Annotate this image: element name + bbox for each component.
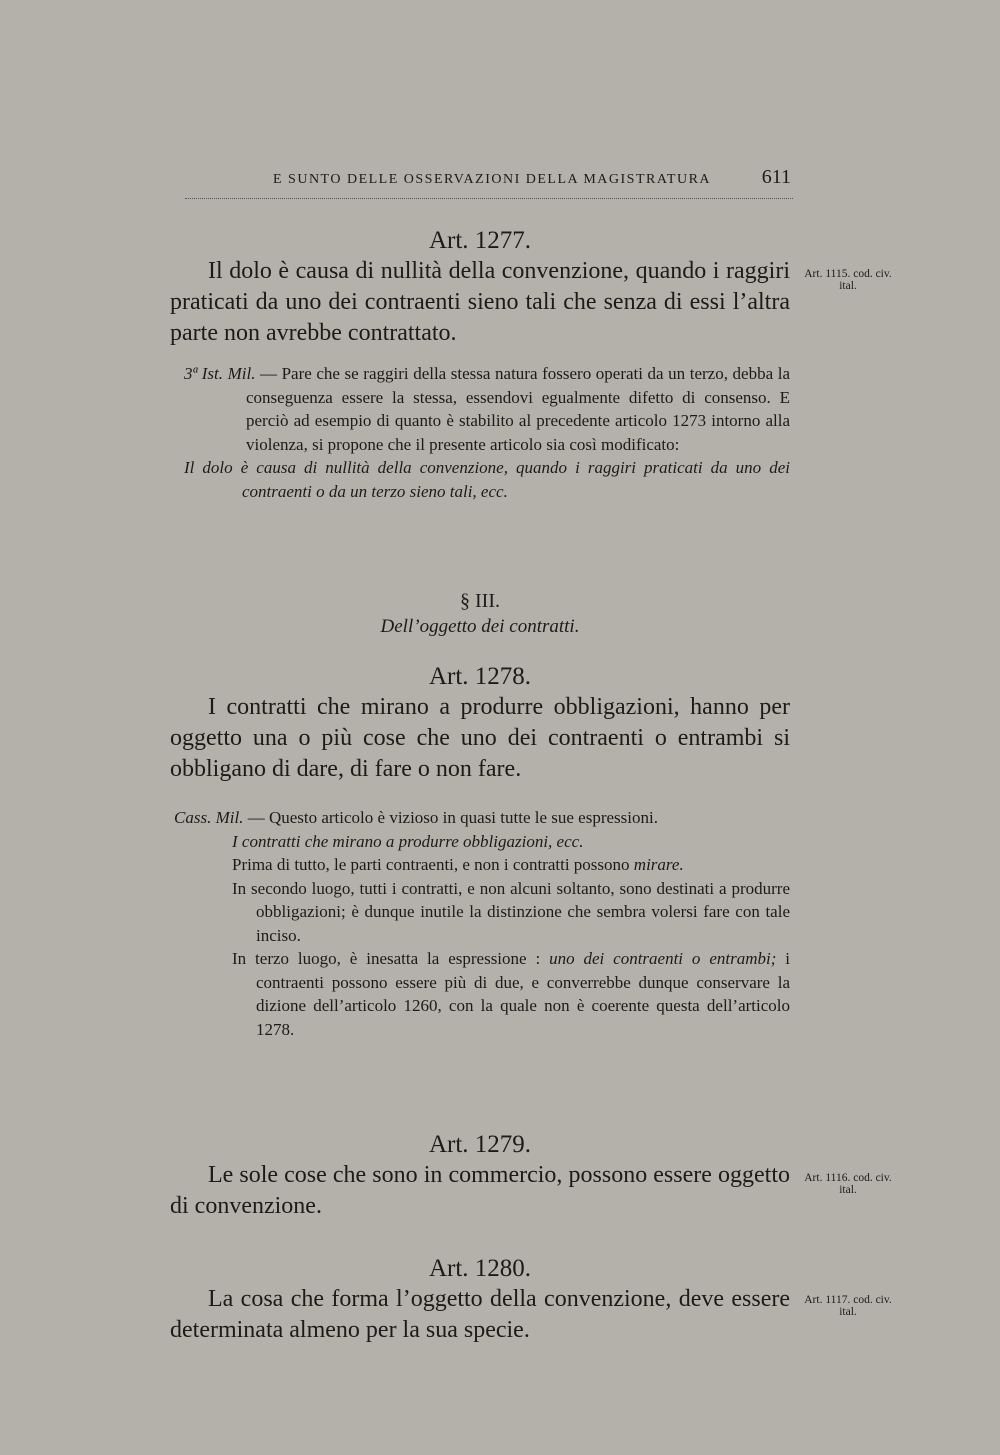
- article-text: Le sole cose che sono in commercio, possono essere oggetto di convenzione.: [170, 1162, 790, 1219]
- note-paragraph: Prima di tutto, le parti contraenti, e non i contratti possono mirare.: [232, 855, 684, 874]
- note-source: 3ª Ist. Mil.: [184, 364, 256, 383]
- note-quote: I contratti che mirano a produrre obbligazioni, ecc.: [232, 831, 584, 851]
- note-paragraph: In secondo luogo, tutti i contratti, e non alcuni soltanto, sono destinati a produrre obbligazioni; è dunque inutile la distinzione che sembra volersi fare con tale inciso.: [232, 878, 790, 945]
- article-1278: [170, 662, 790, 785]
- running-head-title: E SUNTO DELLE OSSERVAZIONI DELLA MAGISTRATURA: [273, 172, 712, 187]
- section-title: Dell’oggetto dei contratti.: [380, 616, 580, 637]
- article-1277: [170, 226, 790, 349]
- article-heading: Art. 1280.: [428, 1255, 532, 1282]
- margin-reference: Art. 1115. cod. civ. ital.: [804, 268, 892, 292]
- note-ist-mil: [170, 362, 790, 503]
- margin-reference: Art. 1116. cod. civ. ital.: [804, 1172, 892, 1196]
- article-1279: [170, 1130, 790, 1222]
- page-number: 611: [761, 166, 791, 188]
- note-source: Cass. Mil.: [174, 808, 244, 827]
- article-heading: Art. 1279.: [428, 1131, 532, 1158]
- note-text: — Pare che se raggiri della stessa natura fossero operati da un terzo, debba la conseguenza essere la stessa, essendovi egualmente difetto di consenso. E perciò ad esempio di quanto è stabilito al precedente articolo 1273 intorno alla violenza, si propone che il presente articolo sia così modificato:: [246, 364, 790, 454]
- running-head: [185, 166, 793, 199]
- section-number: § III.: [460, 590, 500, 612]
- note-text: — Questo articolo è vizioso in quasi tutte le sue espressioni.: [243, 808, 658, 827]
- article-text: La cosa che forma l’oggetto della convenzione, deve essere determinata almeno per la sua specie.: [170, 1286, 790, 1343]
- article-text: I contratti che mirano a produrre obbligazioni, hanno per oggetto una o più cose che uno dei contraenti o entrambi si obbligano di dare, di fare o non fare.: [170, 694, 790, 782]
- article-heading: Art. 1278.: [428, 663, 532, 690]
- section-heading: [170, 588, 790, 640]
- margin-reference: Art. 1117. cod. civ. ital.: [804, 1294, 892, 1318]
- article-text: Il dolo è causa di nullità della convenzione, quando i raggiri praticati da uno dei contraenti sieno tali che senza di essi l’altra parte non avrebbe contrattato.: [170, 258, 790, 346]
- article-heading: Art. 1277.: [428, 227, 532, 254]
- article-1280: [170, 1254, 790, 1346]
- note-cass-mil: [170, 806, 790, 1041]
- note-paragraph: In terzo luogo, è inesatta la espressione : uno dei contraenti o entrambi; i contraenti possono essere più di due, e converrebbe dunque conservare la dizione dell’articolo 1260, con la quale non è coerente questa dell’articolo 1278.: [232, 949, 790, 1039]
- note-quote: Il dolo è causa di nullità della convenzione, quando i raggiri praticati da uno dei contraenti o da un terzo sieno tali, ecc.: [184, 458, 790, 501]
